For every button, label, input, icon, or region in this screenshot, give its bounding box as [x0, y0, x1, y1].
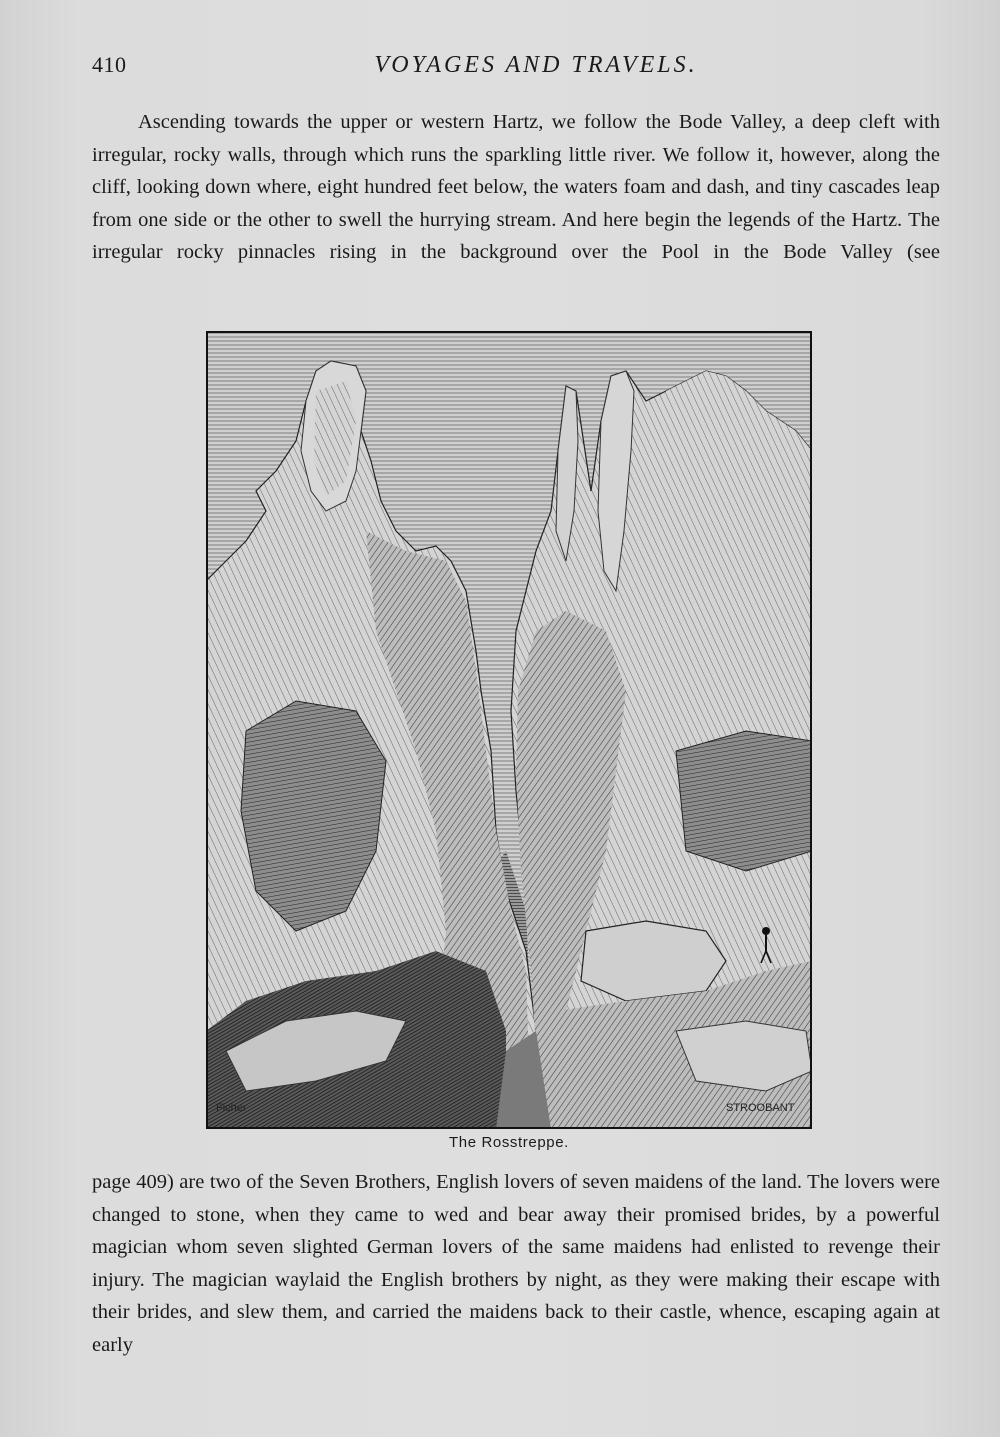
- running-head: [92, 48, 940, 84]
- paragraph-top: Ascending towards the upper or western Hartz, we follow the Bode Valley, a deep cleft with irregular, rocky walls, through which runs the sparkling little river. We follow it, however, along the cliff, looking down where, eight hundred feet below, the waters foam and dash, and tiny cascades leap from one side or the other to swell the hurrying stream. And here begin the legends of the Hartz. The irregular rocky pinnacles rising in the background over the Pool in the Bode Valley (see: [92, 111, 940, 263]
- engraver-signature: STROOBANT: [726, 1102, 795, 1114]
- paragraph-bottom: page 409) are two of the Seven Brothers, English lovers of seven maidens of the land. The lovers were changed to stone, when they came to wed and bear away their promised brides, by a powerful magician whom seven slighted German lovers of the same maidens had enlisted to revenge their injury. The magician waylaid the English brothers by night, as they were making their escape with their brides, and slew them, and carried the maidens back to their castle, whence, escaping again at early: [92, 1171, 940, 1356]
- artist-signature: Ficher: [216, 1102, 247, 1114]
- right-ledge-upper: [676, 731, 812, 871]
- right-ledge-slab: [581, 921, 726, 1001]
- engraving-illustration: [206, 331, 812, 1129]
- page-number: 410: [92, 52, 127, 77]
- running-title: VOYAGES AND TRAVELS.: [374, 52, 698, 78]
- figure-caption: The Rosstreppe.: [449, 1134, 569, 1151]
